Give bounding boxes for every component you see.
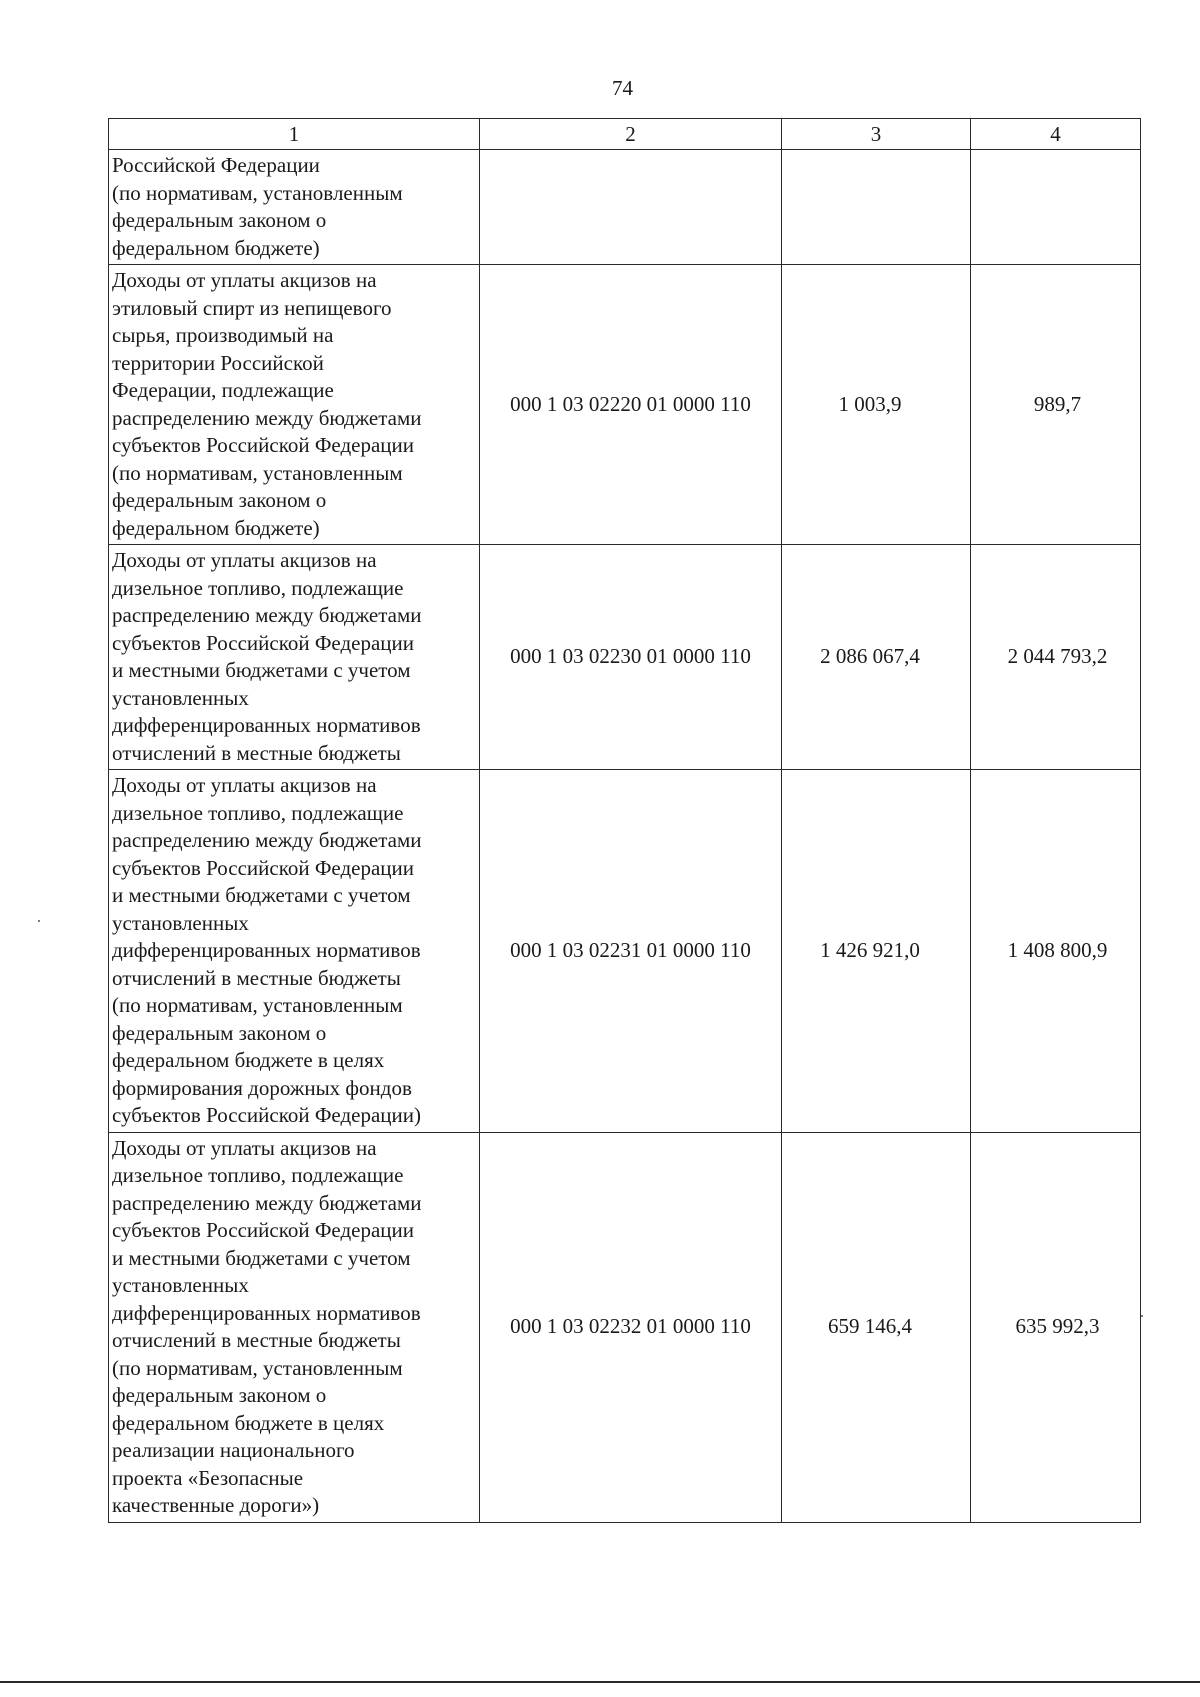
row-value-4-cell: 989,7 [971, 265, 1141, 545]
row-code-cell: 000 1 03 02220 01 0000 110 [480, 265, 782, 545]
row-name-text: Доходы от уплаты акцизов на дизельное топливо, подлежащие распределению между бюджетами субъектов Российской Федерации и местными бюджетами с учетом установленных дифференцированных нормативов отчислений в местные бюджеты [112, 548, 422, 765]
table-header-row [109, 119, 1141, 150]
row-value-3-cell [782, 150, 971, 265]
table-row [109, 770, 1141, 1133]
row-value-3-cell: 659 146,4 [782, 1132, 971, 1522]
row-code-cell: 000 1 03 02232 01 0000 110 [480, 1132, 782, 1522]
row-value-3-cell: 1 003,9 [782, 265, 971, 545]
row-code-cell: 000 1 03 02230 01 0000 110 [480, 545, 782, 770]
row-name-text: Доходы от уплаты акцизов на дизельное топливо, подлежащие распределению между бюджетами субъектов Российской Федерации и местными бюджетами с учетом установленных дифференцированных нормативов отчислений в местные бюджеты (по нормативам, установленным федеральным законом о федеральном бюджете в целях реализации национального проекта «Безопасные качественные дороги») [112, 1135, 422, 1517]
row-name-cell [109, 1132, 480, 1522]
row-name-cell [109, 150, 480, 265]
table-row [109, 1132, 1141, 1522]
row-name-cell [109, 545, 480, 770]
header-cell-4: 4 [971, 119, 1141, 150]
table-row [109, 150, 1141, 265]
row-code-cell: 000 1 03 02231 01 0000 110 [480, 770, 782, 1133]
row-value-4-cell: 635 992,3 [971, 1132, 1141, 1522]
page-number: 74 [612, 76, 633, 100]
table-row [109, 545, 1141, 770]
row-name-text: Доходы от уплаты акцизов на этиловый спирт из непищевого сырья, производимый на территории Российской Федерации, подлежащие распределению между бюджетами субъектов Российской Федерации (по нормативам, установленным федеральным законом о федеральном бюджете) [112, 268, 422, 540]
row-value-3-cell: 2 086 067,4 [782, 545, 971, 770]
row-value-4-cell: 1 408 800,9 [971, 770, 1141, 1133]
row-name-text: Доходы от уплаты акцизов на дизельное топливо, подлежащие распределению между бюджетами субъектов Российской Федерации и местными бюджетами с учетом установленных дифференцированных нормативов отчислений в местные бюджеты (по нормативам, установленным федеральным законом о федеральном бюджете в целях формирования дорожных фондов субъектов Российской Федерации) [112, 773, 422, 1127]
revenue-table [108, 118, 1141, 1523]
row-value-3-cell: 1 426 921,0 [782, 770, 971, 1133]
header-cell-2: 2 [480, 119, 782, 150]
row-value-4-cell: 2 044 793,2 [971, 545, 1141, 770]
row-name-cell [109, 265, 480, 545]
header-cell-1: 1 [109, 119, 480, 150]
row-name-cell [109, 770, 480, 1133]
scan-speck [38, 920, 40, 922]
scan-speck [1141, 1315, 1143, 1317]
row-value-4-cell [971, 150, 1141, 265]
header-cell-3: 3 [782, 119, 971, 150]
table-row [109, 265, 1141, 545]
row-name-text: Российской Федерации (по нормативам, установленным федеральным законом о федеральном бюджете) [112, 153, 403, 260]
row-code-cell [480, 150, 782, 265]
scan-edge-line [0, 1681, 1200, 1683]
